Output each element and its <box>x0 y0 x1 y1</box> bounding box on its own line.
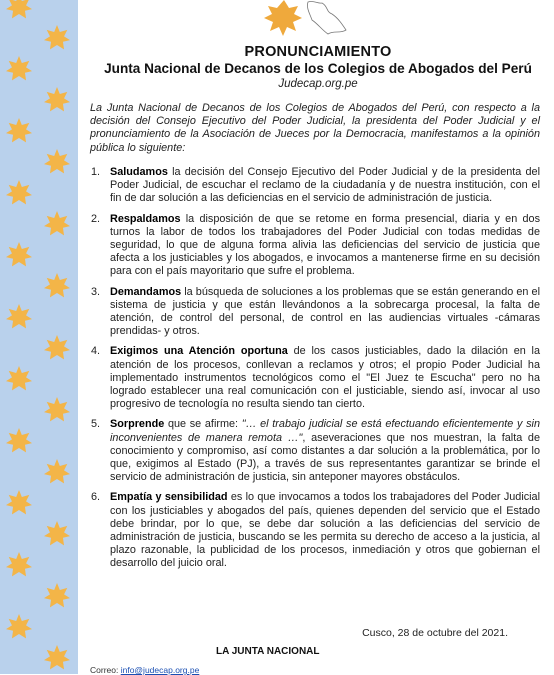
item-text-pre: que se afirme: <box>164 418 242 431</box>
document-header <box>90 44 546 92</box>
document-date: Cusco, 28 de octubre del 2021. <box>362 627 508 639</box>
star-icon <box>44 521 70 547</box>
star-icon <box>6 614 32 640</box>
star-icon <box>44 645 70 671</box>
organization-name: Junta Nacional de Decanos de los Colegios de Abogados del Perú <box>104 61 532 76</box>
star-icon <box>6 180 32 206</box>
star-icon <box>44 211 70 237</box>
points-list <box>90 166 540 578</box>
star-icon <box>6 490 32 516</box>
star-icon <box>6 56 32 82</box>
list-item <box>90 418 540 484</box>
list-item <box>90 213 540 279</box>
star-icon <box>44 583 70 609</box>
website-label: Judecap.org.pe <box>278 78 358 90</box>
star-icon <box>6 118 32 144</box>
item-text: de los casos justiciables, dado la dilación en la atención de los procesos, conllevan a reclamos y otros; el propio Poder Judicial ha implementado instrumentos tecnológicos como el "El Juez te Escucha" pero no ha logrado establecer una real comunicación con el justiciable, siendo así, invocar al uso progresivo de tecnología no resulta siendo tan cierto. <box>110 345 540 411</box>
list-item <box>90 286 540 339</box>
star-icon <box>6 366 32 392</box>
star-map-logo-icon <box>256 0 366 38</box>
star-icon <box>44 273 70 299</box>
item-quote: "… el trabajo judicial se está efectuando eficientemente y sin inconvenientes de manera remota …" <box>110 418 540 444</box>
document-title: PRONUNCIAMIENTO <box>244 44 392 60</box>
star-icon <box>44 459 70 485</box>
list-item <box>90 345 540 411</box>
list-item <box>90 166 540 206</box>
email-link[interactable]: info@judecap.org.pe <box>120 665 200 675</box>
item-text: , aseveraciones que nos muestran, la falta de conocimiento y compromiso, así como distantes a dar solución a la problemática, por lo que, exigimos al Estado (PJ), a través de sus representantes garantizar se brinde el servicio de administración de justicia, sin anteponer mayores obstáculos. <box>110 431 540 484</box>
star-icon <box>6 428 32 454</box>
item-text: la búsqueda de soluciones a los problemas que se están generando en el sistema de justicia y que están llevándonos a la sobrecarga procesal, la falta de atención, de control del personal, de control en las audiencias virtuales -cámaras prendidas- y otros. <box>110 285 540 338</box>
contact-label: Correo: <box>90 665 121 675</box>
star-icon <box>44 25 70 51</box>
star-icon <box>6 552 32 578</box>
item-text: es lo que invocamos a todos los trabajadores del Poder Judicial con los justiciables y abogados del país, quienes dependen del servicio que el Estado debe brindar, por lo que, se debe dar solución a las deficiencias del servicio de administración de justicia, buscando se les permita su derecho de acceso a la justicia, al plazo razonable, la publicidad de los procesos, inmediación y otros que gobiernan el desarrollo del juicio oral. <box>110 491 540 570</box>
star-icon <box>44 335 70 361</box>
item-number: 3. <box>91 285 101 298</box>
list-item <box>90 491 540 570</box>
intro-paragraph: La Junta Nacional de Decanos de los Colegios de Abogados del Perú, con respecto a la decisión del Consejo Ejecutivo del Poder Judicial, la presidenta del Poder Judicial y el pronunciamiento de la Asociación de Jueces por la Democracia, manifestamos a la opinión pública lo siguiente: <box>90 102 540 154</box>
decorative-sidebar <box>0 0 78 674</box>
item-lead: Saludamos <box>110 166 168 178</box>
star-icon <box>6 0 32 20</box>
star-icon <box>6 304 32 330</box>
item-number: 6. <box>91 491 101 504</box>
item-text: la disposición de que se retome en forma presencial, diaria y en dos turnos la labor de todos los trabajadores del Poder Judicial con todas medidas de seguridad, lo que de alguna forma alivia las deficiencias del servicio de justicia que afecta a los justiciables y los abogados, e invocamos a mantenerse firme en su decisión para con el país mayoritario que sufre el problema. <box>110 212 540 278</box>
item-lead: Respaldamos <box>110 212 181 225</box>
item-lead: Sorprende <box>110 418 165 431</box>
star-icon <box>44 87 70 113</box>
star-icon <box>44 397 70 423</box>
item-number: 5. <box>91 418 101 431</box>
item-lead: Exigimos una Atención oportuna <box>110 345 288 358</box>
item-number: 2. <box>91 212 101 225</box>
item-lead: Demandamos <box>110 285 182 298</box>
item-number: 1. <box>91 166 101 178</box>
item-lead: Empatía y sensibilidad <box>110 491 228 504</box>
item-number: 4. <box>91 345 101 358</box>
star-icon <box>44 149 70 175</box>
signature: LA JUNTA NACIONAL <box>216 646 320 657</box>
star-icon <box>6 242 32 268</box>
item-text: la decisión del Consejo Ejecutivo del Poder Judicial y de la presidenta del Poder Judicial, de escuchar el reclamo de la ciudadanía y de nuestra institución, con el fin de dar solución a las deficiencias en el servicio de administración de justicia. <box>110 166 540 205</box>
